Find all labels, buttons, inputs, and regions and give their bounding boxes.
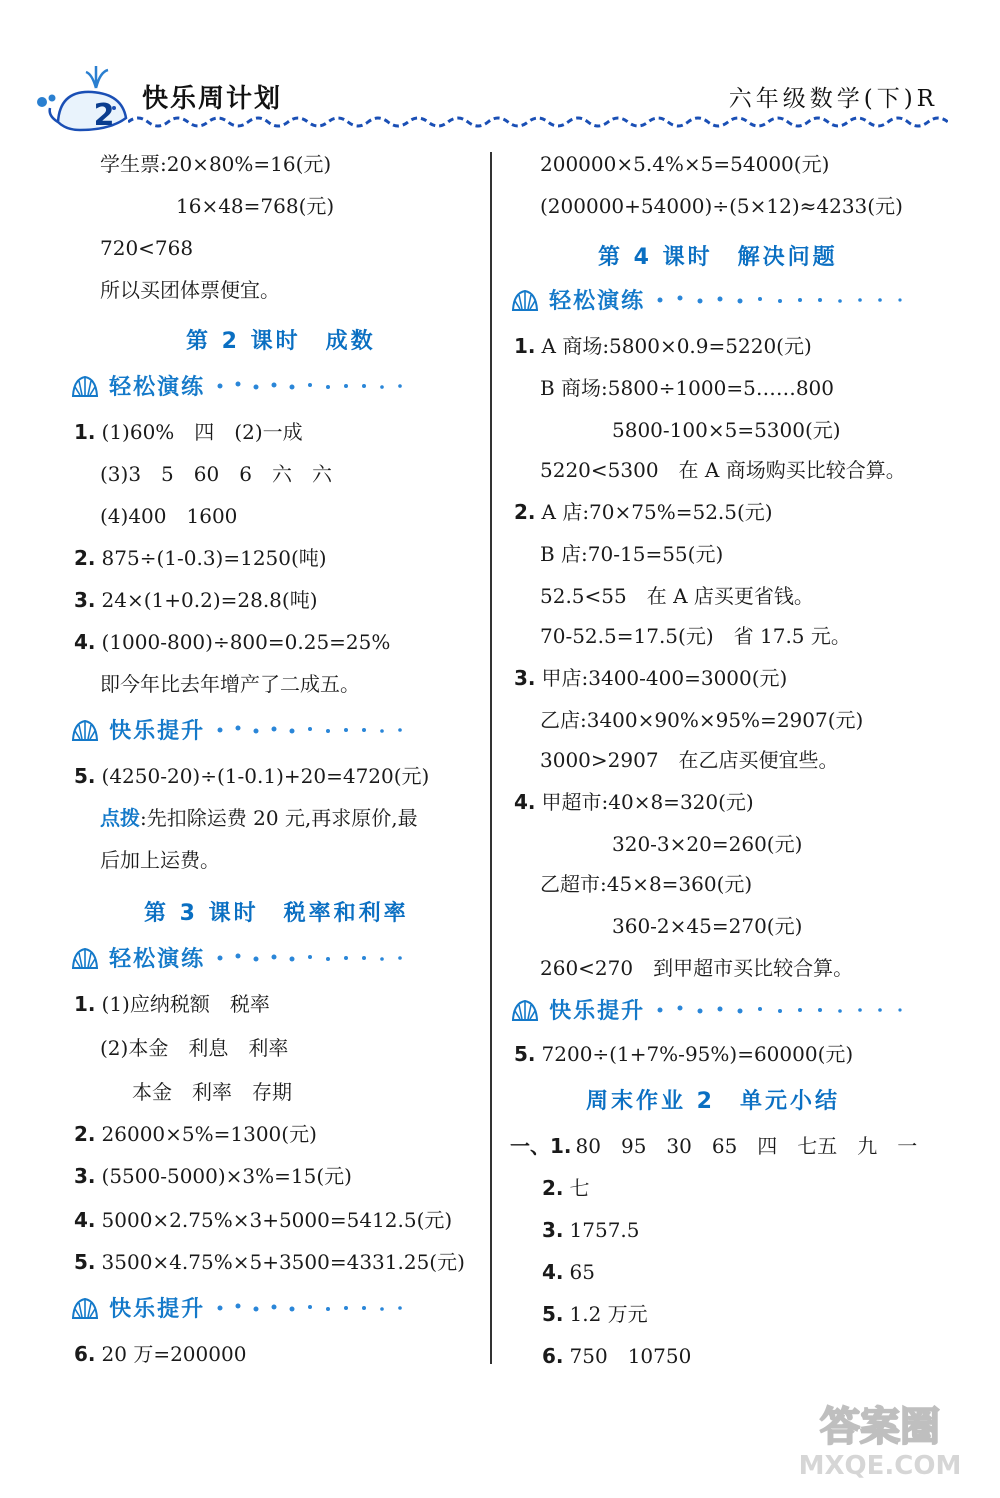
answer-text: 3500×4.75%×5+3500=4331.25(元): [101, 1250, 465, 1274]
section-title-weekend: 周末作业 2 单元小结: [586, 1089, 840, 1114]
section-title-lesson-4: 第 4 课时 解决问题: [598, 245, 838, 270]
question-number: 2.: [514, 500, 536, 524]
watermark-logo: [780, 1394, 980, 1484]
text-line: 本金 利率 存期: [132, 1080, 292, 1104]
text-line: B 商场:5800÷1000=5……800: [540, 376, 835, 400]
question-number: 3.: [74, 1164, 96, 1188]
column-divider: [490, 152, 492, 1364]
shell-icon: [70, 945, 100, 971]
question-number: 4.: [542, 1260, 564, 1284]
question-number: 5.: [542, 1302, 564, 1326]
text-line: (3)3 5 60 6 六 六: [100, 462, 332, 486]
text-line: 5220<5300 在 A 商场购买比较合算。: [540, 458, 906, 482]
answer-row: [74, 418, 303, 446]
dotted-trail-icon: [216, 379, 416, 393]
question-number: 5.: [74, 1250, 96, 1274]
answer-row: [74, 544, 327, 572]
answer-text: (1)应纳税额 税率: [101, 992, 270, 1016]
question-number: 6.: [74, 1342, 96, 1366]
answer-text: (4250-20)÷(1-0.1)+20=4720(元): [101, 764, 430, 788]
answer-text: 甲店:3400-400=3000(元): [541, 666, 788, 690]
answer-row: [514, 664, 787, 692]
answer-row: [74, 762, 429, 790]
section-title-lesson-2: 第 2 课时 成数: [186, 329, 376, 354]
question-number: 5.: [74, 764, 96, 788]
shell-icon: [70, 373, 100, 399]
text-line: 16×48=768(元): [176, 194, 335, 218]
question-number: 1.: [74, 992, 96, 1016]
answer-text: 5000×2.75%×3+5000=5412.5(元): [101, 1208, 453, 1232]
text-line: 200000×5.4%×5=54000(元): [540, 152, 830, 176]
subheading-happy-boost: [70, 1292, 416, 1322]
watermark-text: 答案圈: [820, 1404, 940, 1450]
answer-row: [74, 628, 390, 656]
question-number: 4.: [74, 630, 96, 654]
answer-row: [514, 498, 773, 526]
answer-text: 875÷(1-0.3)=1250(吨): [101, 546, 327, 570]
text-line: 乙店:3400×90%×95%=2907(元): [540, 708, 864, 732]
text-line: (4)400 1600: [100, 504, 238, 528]
text-line: (2)本金 利息 利率: [100, 1036, 289, 1060]
text-line: B 店:70-15=55(元): [540, 542, 724, 566]
section-title-lesson-3: 第 3 课时 税率和利率: [144, 901, 409, 926]
subheading-label: 快乐提升: [109, 719, 206, 744]
question-number: 6.: [542, 1344, 564, 1368]
question-number: 5.: [514, 1042, 536, 1066]
answer-row: [514, 1040, 853, 1068]
answer-text: (5500-5000)×3%=15(元): [101, 1164, 352, 1188]
text-line: 70-52.5=17.5(元) 省 17.5 元。: [540, 624, 851, 648]
answer-text: (1)60% 四 (2)一成: [101, 420, 303, 444]
dotted-trail-icon: [216, 1301, 416, 1315]
shell-icon: [510, 287, 540, 313]
answer-row: [514, 332, 812, 360]
answer-row: [74, 586, 318, 614]
answer-row: [74, 990, 270, 1018]
answer-row: [542, 1258, 595, 1286]
question-number: 3.: [74, 588, 96, 612]
answer-row: [74, 1248, 465, 1276]
question-number: 2.: [74, 1122, 96, 1146]
text-line: 260<270 到甲超市买比较合算。: [540, 956, 854, 980]
watermark-url: MXQE.COM: [798, 1451, 962, 1481]
subheading-happy-boost: [70, 714, 416, 744]
answer-text: 甲超市:40×8=320(元): [541, 790, 754, 814]
question-number: 3.: [542, 1218, 564, 1242]
text-line: 320-3×20=260(元): [612, 832, 803, 856]
text-line: 52.5<55 在 A 店买更省钱。: [540, 584, 814, 608]
answer-text: 1.2 万元: [569, 1302, 648, 1326]
wavy-divider: [128, 112, 948, 132]
text-line: 360-2×45=270(元): [612, 914, 803, 938]
text-line: 5800-100×5=5300(元): [612, 418, 841, 442]
question-number: 4.: [514, 790, 536, 814]
answer-text: 24×(1+0.2)=28.8(吨): [101, 588, 318, 612]
dotted-trail-icon: [656, 293, 916, 307]
answer-row: [542, 1174, 590, 1202]
question-number: 3.: [514, 666, 536, 690]
text-line: 即今年比去年增产了二成五。: [100, 672, 360, 696]
answer-text: 80 95 30 65 四 七五 九 一: [575, 1134, 918, 1158]
subheading-happy-boost: [510, 994, 916, 1024]
book-title: 六年级数学(下)R: [728, 86, 938, 112]
question-number: 2.: [542, 1176, 564, 1200]
answer-text: 1757.5: [569, 1218, 640, 1242]
subheading-label: 快乐提升: [109, 1297, 206, 1322]
question-number: 4.: [74, 1208, 96, 1232]
dotted-trail-icon: [216, 951, 416, 965]
text-line: 学生票:20×80%=16(元): [100, 152, 332, 176]
subheading-easy-practice: [70, 942, 416, 972]
answer-row: [74, 1340, 246, 1368]
answer-text: 26000×5%=1300(元): [101, 1122, 317, 1146]
subheading-label: 快乐提升: [549, 999, 646, 1024]
answer-text: 七: [569, 1176, 590, 1200]
subheading-easy-practice: [510, 284, 916, 314]
dotted-trail-icon: [656, 1003, 916, 1017]
text-line: 乙超市:45×8=360(元): [540, 872, 753, 896]
series-title: 快乐周计划: [142, 84, 283, 114]
text-line: 所以买团体票便宜。: [100, 278, 280, 302]
shell-icon: [70, 1295, 100, 1321]
answer-text: A 商场:5800×0.9=5220(元): [541, 334, 812, 358]
answer-row: [514, 788, 754, 816]
page-number: 2: [93, 98, 115, 133]
answer-row: [74, 1206, 452, 1234]
question-number: 1.: [514, 334, 536, 358]
shell-icon: [70, 717, 100, 743]
answer-text: 750 10750: [569, 1344, 692, 1368]
text-line: 3000>2907 在乙店买便宜些。: [540, 748, 839, 772]
answer-text: (1000-800)÷800=0.25=25%: [101, 630, 391, 654]
text-line: (200000+54000)÷(5×12)≈4233(元): [540, 194, 903, 218]
answer-row: [74, 1120, 317, 1148]
subheading-label: 轻松演练: [549, 289, 646, 314]
answer-text: A 店:70×75%=52.5(元): [541, 500, 773, 524]
answer-text: 7200÷(1+7%-95%)=60000(元): [541, 1042, 854, 1066]
answer-row: [542, 1342, 691, 1370]
question-number: 一、1.: [510, 1134, 572, 1158]
subheading-label: 轻松演练: [109, 375, 206, 400]
answer-text: 20 万=200000: [101, 1342, 247, 1366]
dotted-trail-icon: [216, 723, 416, 737]
shell-icon: [510, 997, 540, 1023]
answer-row: [74, 1162, 352, 1190]
hint-label: 点拨: [100, 806, 140, 830]
text-line: 720<768: [100, 236, 194, 260]
answer-row: [542, 1216, 640, 1244]
answer-row: [542, 1300, 648, 1328]
answer-text: 65: [569, 1260, 595, 1284]
question-number: 1.: [74, 420, 96, 444]
page-header: [0, 0, 1000, 140]
subheading-label: 轻松演练: [109, 947, 206, 972]
subheading-easy-practice: [70, 370, 416, 400]
hint-text: :先扣除运费 20 元,再求原价,最: [140, 806, 418, 830]
question-number: 2.: [74, 546, 96, 570]
answer-row: [510, 1132, 917, 1160]
hint-row: [100, 804, 418, 832]
text-line: 后加上运费。: [100, 848, 220, 872]
